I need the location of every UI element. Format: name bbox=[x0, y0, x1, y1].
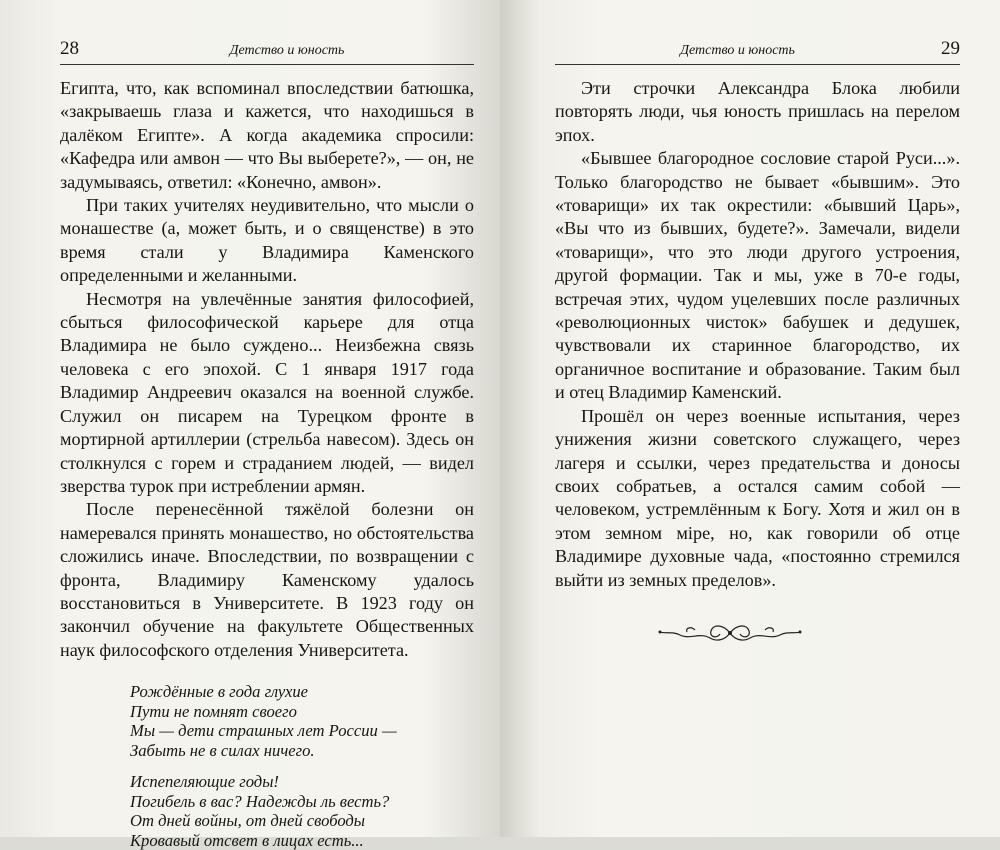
poem-stanza bbox=[130, 682, 474, 760]
page-number: 29 bbox=[941, 38, 960, 59]
poem-line: От дней войны, от дней свободы bbox=[130, 811, 366, 831]
page-number: 28 bbox=[60, 38, 79, 59]
poem-stanza bbox=[130, 772, 474, 850]
poem-line: Мы — дети страшных лет России — bbox=[130, 721, 397, 741]
poem-line: Пути не помнят своего bbox=[130, 701, 297, 721]
poem-line: Погибель в вас? Надежды ль весть? bbox=[130, 791, 390, 811]
poem bbox=[130, 682, 474, 850]
running-title: Детство и юность bbox=[229, 43, 345, 58]
left-running-head bbox=[60, 40, 474, 65]
poem-line: Забыть не в силах ничего. bbox=[130, 740, 315, 760]
paragraph: При таких учителях неудивительно, что мысли о монашестве (а, может быть, и о священстве) в это время стали у Владимира Каменского определенными и желанными. bbox=[60, 195, 474, 286]
paragraph: Эти строчки Александра Блока любили повторять люди, чья юность пришлась на перелом эпох. bbox=[555, 78, 960, 145]
right-page bbox=[500, 0, 1000, 837]
poem-line: Кровавый отсвет в лицах есть... bbox=[130, 830, 364, 850]
paragraph: Египта, что, как вспоминал впоследствии батюшка, «закрываешь глаза и кажется, что находишься в далёком Египте». А когда академика спросили: «Кафедра или амвон — что Вы выберете?», — он, не задумываясь, ответил: «Конечно, амвон». bbox=[60, 78, 474, 192]
paragraph: Несмотря на увлечённые занятия философией, сбыться философической карьере для отца Владимира не было суждено... Неизбежна связь человека с его эпохой. С 1 января 1917 года Владимир Андреевич оказался на военной службе. Служил он писарем на Турецком фронте в мортирной артиллерии (стрельба навесом). Здесь он столкнулся с горем и страданием людей, — видел зверства турок при истреблении армян. bbox=[60, 288, 474, 496]
poem-line: Рождённые в года глухие bbox=[130, 682, 309, 702]
paragraph: «Бывшее благородное сословие старой Руси...». Только благородство не бывает «бывшим». Это «товарищи» их так окрестили: «бывший Царь», «Вы что из бывших, будете?». Замечали, видели «товарищи», что это люди другого устроения, другой формации. Так и мы, уже в 70-е годы, встречая этих, чудом уцелевших после различных «революционных чисток» бабушек и дедушек, чувствовали их старинное благородство, их органичное воспитание и образование. Таким был и отец Владимир Каменский. bbox=[555, 148, 960, 403]
decorative-flourish-icon bbox=[655, 620, 805, 646]
right-running-head bbox=[555, 40, 960, 65]
paragraph: После перенесённой тяжёлой болезни он намеревался принять монашество, но обстоятельства сложились иначе. Впоследствии, по возвращении с фронта, Владимиру Каменскому удалось восстановиться в Университете. В 1923 году он закончил обучение на факультете Общественных наук философского отделения Университета. bbox=[60, 499, 474, 660]
paragraph: Прошёл он через военные испытания, через унижения жизни советского служащего, через лагеря и ссылки, через предательства и доносы своих собратьев, а остался самим собой — человеком, устремлённым к Богу. Хотя и жил он в этом земном міре, но, как говорили об отце Владимире духовные чада, «постоянно стремился выйти из земных пределов». bbox=[555, 405, 960, 590]
poem-line: Испепеляющие годы! bbox=[130, 772, 279, 792]
running-title: Детство и юность bbox=[680, 43, 795, 58]
